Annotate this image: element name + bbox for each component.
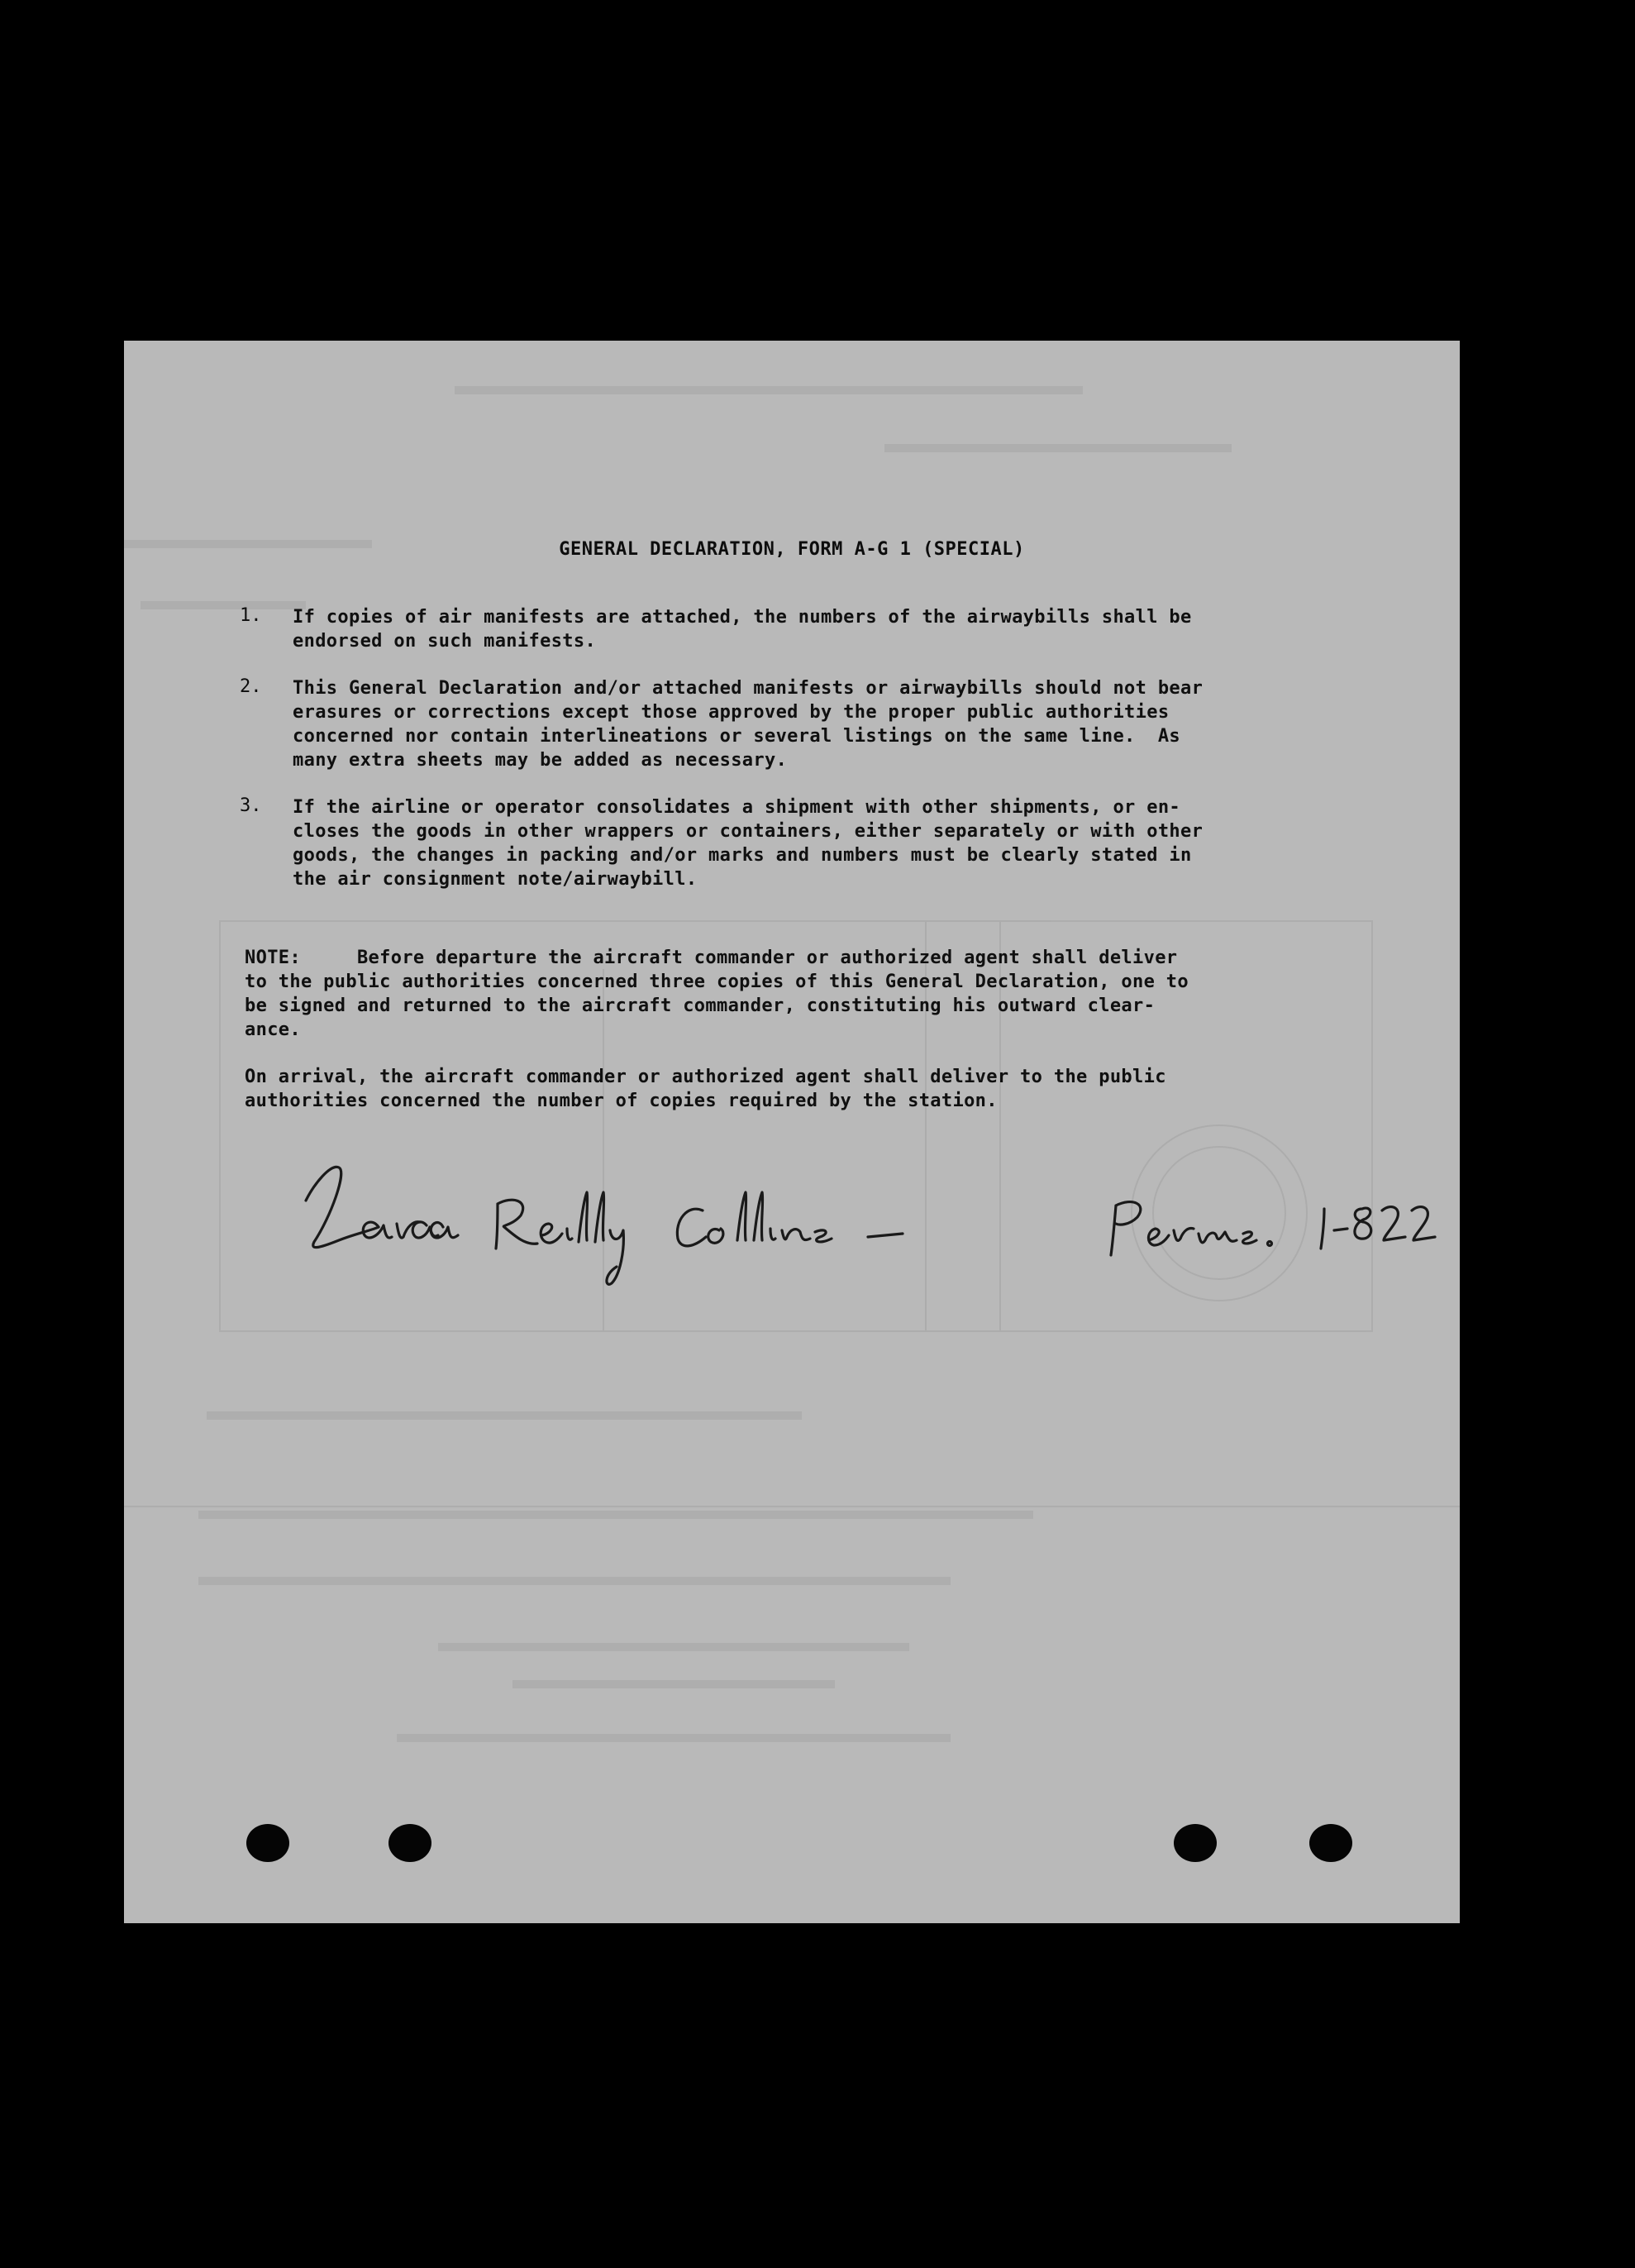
form-title: GENERAL DECLARATION, FORM A-G 1 (SPECIAL) <box>559 539 1025 560</box>
item-text-line: erasures or corrections except those approved by the proper public authorities <box>293 702 1170 723</box>
punch-hole-right-1 <box>1174 1824 1217 1862</box>
punch-hole-left-1 <box>246 1824 289 1862</box>
item-text-line: endorsed on such manifests. <box>293 631 597 652</box>
handwritten-signature <box>281 1151 1438 1300</box>
note-section <box>245 946 1385 1136</box>
item-number: 2. <box>240 676 262 697</box>
item-text-line: many extra sheets may be added as necessary. <box>293 750 788 771</box>
item-text-line: the air consignment note/airwaybill. <box>293 869 698 890</box>
note-text-line: to the public authorities concerned three copies of this General Declaration, one to <box>245 972 1189 992</box>
punch-hole-right-2 <box>1309 1824 1352 1862</box>
note-text-line: NOTE: Before departure the aircraft commander or authorized agent shall deliver <box>245 948 1178 968</box>
note-text-line: On arrival, the aircraft commander or authorized agent shall deliver to the public <box>245 1067 1166 1087</box>
item-text-line: closes the goods in other wrappers or containers, either separately or with other <box>293 821 1204 842</box>
instruction-list <box>240 605 1460 914</box>
punch-hole-left-2 <box>388 1824 431 1862</box>
item-text-line: concerned nor contain interlineations or several listings on the same line. As <box>293 726 1181 747</box>
instruction-item <box>240 795 1460 891</box>
document-page <box>124 341 1460 1923</box>
item-text-line: If the airline or operator consolidates a shipment with other shipments, or en- <box>293 797 1181 818</box>
note-text-line: ance. <box>245 1019 301 1040</box>
note-departure-paragraph <box>245 946 1385 1042</box>
note-text-line: be signed and returned to the aircraft commander, constituting his outward clear- <box>245 996 1156 1016</box>
item-number: 3. <box>240 795 262 816</box>
instruction-item <box>240 676 1460 772</box>
item-text-line: If copies of air manifests are attached, the numbers of the airwaybills shall be <box>293 607 1192 628</box>
instruction-item <box>240 605 1460 653</box>
item-text-line: This General Declaration and/or attached manifests or airwaybills should not bear <box>293 678 1204 699</box>
note-arrival-paragraph <box>245 1065 1385 1113</box>
item-number: 1. <box>240 605 262 626</box>
note-text-line: authorities concerned the number of copies required by the station. <box>245 1091 998 1111</box>
item-text-line: goods, the changes in packing and/or marks and numbers must be clearly stated in <box>293 845 1192 866</box>
